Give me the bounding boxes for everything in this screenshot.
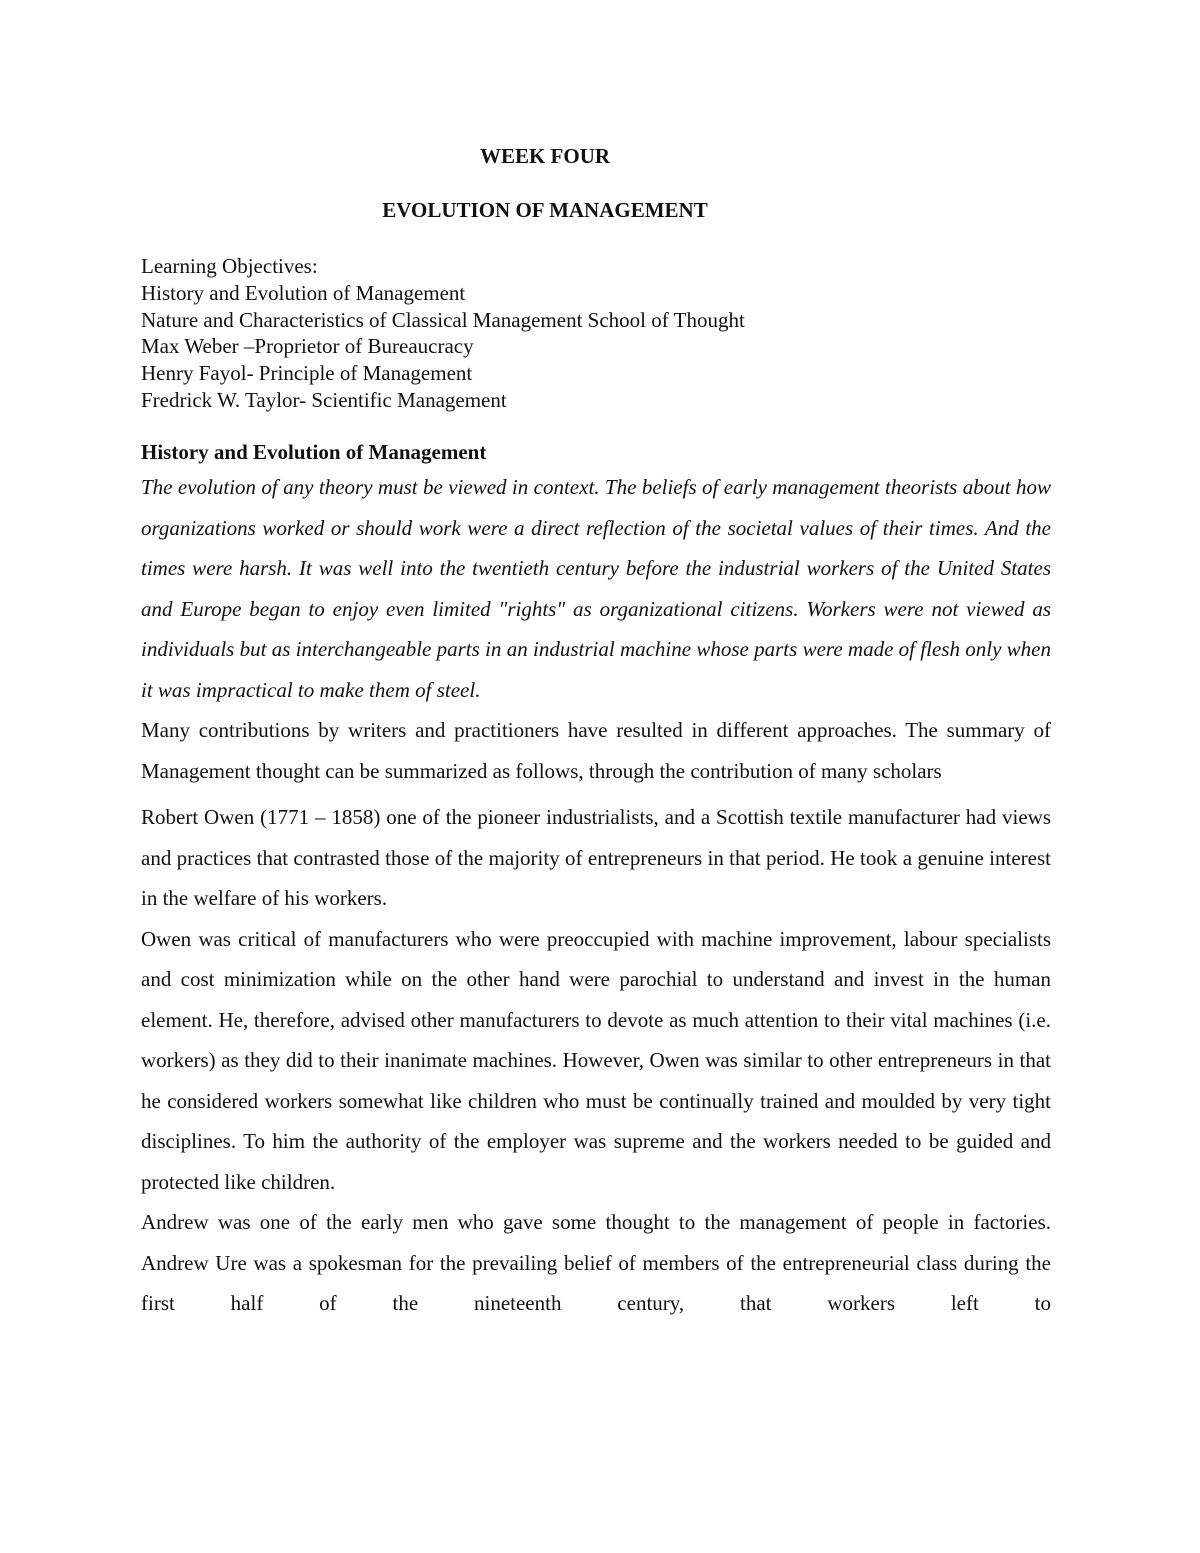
section-heading: History and Evolution of Management: [141, 440, 487, 464]
objective-item: History and Evolution of Management: [141, 280, 466, 305]
main-title: EVOLUTION OF MANAGEMENT: [382, 198, 708, 222]
section-body: [141, 467, 1051, 1324]
objective-item: Max Weber –Proprietor of Bureaucracy: [141, 334, 474, 359]
objective-item: Fredrick W. Taylor- Scientific Management: [141, 387, 507, 412]
objective-item: Nature and Characteristics of Classical Management School of Thought: [141, 307, 745, 332]
body-paragraph: Owen was critical of manufacturers who were preoccupied with machine improvement, labour specialists and cost minimization while on the other hand were parochial to understand and invest in the human element. He, therefore, advised other manufacturers to devote as much attention to their vital machines (i.e. workers) as they did to their inanimate machines. However, Owen was similar to other entrepreneurs in that he considered workers somewhat like children who must be continually trained and moulded by very tight disciplines. To him the authority of the employer was supreme and the workers needed to be guided and protected like children.: [141, 926, 1051, 1194]
week-title: WEEK FOUR: [479, 144, 611, 168]
objective-item: Henry Fayol- Principle of Management: [141, 361, 473, 386]
learning-objectives: [141, 253, 1061, 414]
body-paragraph: Robert Owen (1771 – 1858) one of the pioneer industrialists, and a Scottish textile manufacturer had views and practices that contrasted those of the majority of entrepreneurs in that period. He took a genuine interest in the welfare of his workers.: [141, 805, 1051, 910]
intro-paragraph: The evolution of any theory must be viewed in context. The beliefs of early management theorists about how organizations worked or should work were a direct reflection of the societal values of their times. And the times were harsh. It was well into the twentieth century before the industrial workers of the United States and Europe began to enjoy even limited "rights" as organizational citizens. Workers were not viewed as individuals but as interchangeable parts in an industrial machine whose parts were made of flesh only when it was impractical to make them of steel.: [141, 475, 1051, 702]
body-paragraph: Many contributions by writers and practitioners have resulted in different approaches. The summary of Management thought can be summarized as follows, through the contribution of many scholars: [141, 718, 1051, 783]
body-paragraph: Andrew was one of the early men who gave some thought to the management of people in factories. Andrew Ure was a spokesman for the prevailing belief of members of the entrepreneurial class during the first half of the nineteenth century, that workers left to: [141, 1210, 1051, 1315]
objectives-label: Learning Objectives:: [141, 254, 318, 278]
